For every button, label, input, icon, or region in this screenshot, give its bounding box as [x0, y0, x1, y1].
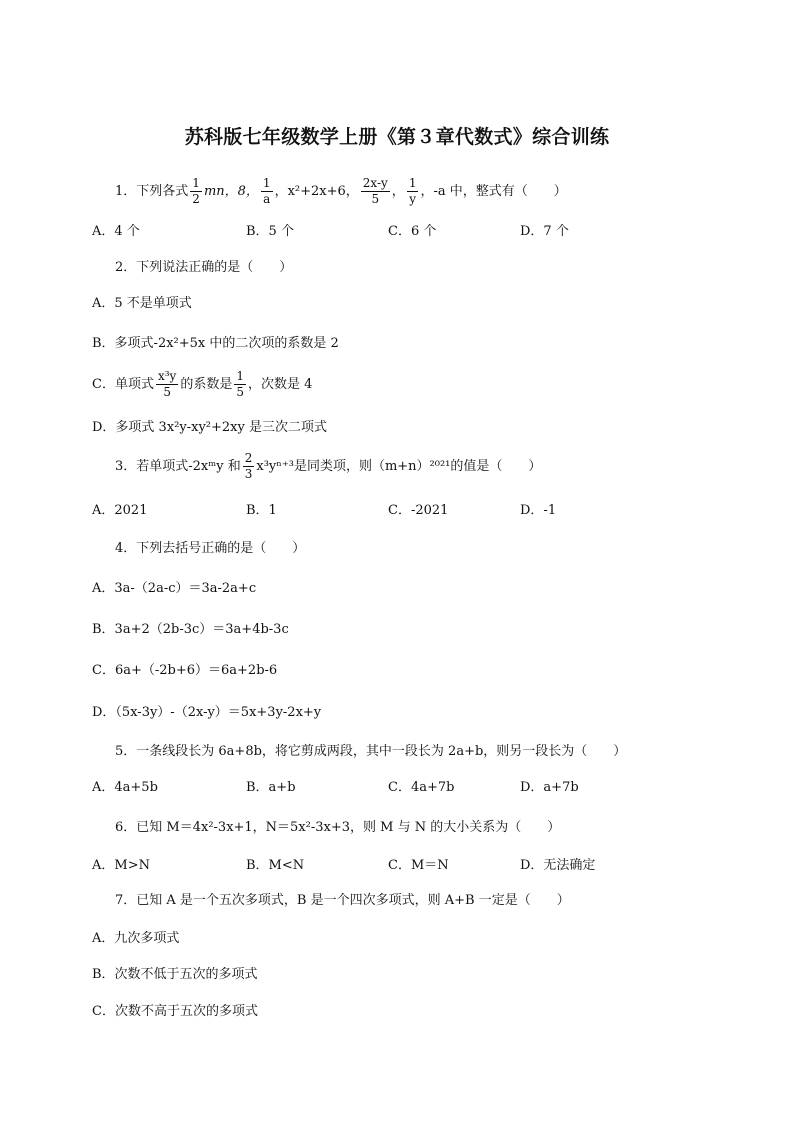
- fraction: $\frac{2}{3}$: [244, 451, 253, 481]
- question-1: [115, 176, 567, 207]
- document-title: 苏科版七年级数学上册《第３章代数式》综合训练: [184, 126, 610, 148]
- option-a: A．4a+5b: [92, 780, 158, 795]
- fraction: $\frac{1}{5}$: [236, 369, 244, 399]
- question-7: 7．已知 A 是一个五次多项式，B 是一个四次多项式，则 A+B 一定是（ ）: [115, 893, 570, 908]
- option-b: B．M<N: [246, 858, 305, 873]
- option-d: D．a+7b: [520, 780, 579, 795]
- fraction: $\frac{\text{x³y}}{5}$: [157, 369, 177, 399]
- question-2: 2．下列说法正确的是（ ）: [115, 260, 293, 275]
- option-c: C．M＝N: [388, 858, 449, 873]
- option-a: A．M>N: [92, 858, 150, 873]
- option-a: A．4 个: [92, 224, 140, 239]
- option-d: D．多项式 3x²y-xy²+2xy 是三次二项式: [92, 420, 327, 435]
- fraction: $\frac{1}{2}$: [192, 176, 200, 206]
- option-b: B．3a+2（2b-3c）＝3a+4b-3c: [92, 622, 289, 637]
- question-3: 3．若单项式-2xᵐy 和 $\frac{2}{3}$ x³yⁿ⁺³是同类项，则（m+n）²⁰²¹的值是（ ）: [115, 451, 542, 481]
- option-b: B．1: [246, 503, 277, 518]
- fraction: $\frac{1}{a}$: [262, 176, 271, 206]
- option-c: C．6 个: [388, 224, 437, 239]
- option-c: C．次数不高于五次的多项式: [92, 1004, 258, 1019]
- option-d: D．-1: [520, 503, 557, 518]
- option-c: C．4a+7b: [388, 780, 455, 795]
- option-a: A．3a-（2a-c）＝3a-2a+c: [92, 581, 257, 596]
- option-b: B．多项式-2x²+5x 中的二次项的系数是 2: [92, 336, 339, 351]
- question-number: 1．: [115, 184, 137, 199]
- question-text: mn，8，: [203, 184, 259, 199]
- question-6: 6．已知 M＝4x²-3x+1，N＝5x²-3x+3，则 M 与 N 的大小关系为（ ）: [115, 820, 561, 835]
- fraction: $\frac{2x-y}{5}$: [362, 176, 388, 206]
- question-5: 5．一条线段长为 6a+8b，将它剪成两段，其中一段长为 2a+b，则另一段长为（ ）: [115, 744, 627, 759]
- option-c: C．单项式 $\frac{\text{x³y}}{5}$ 的系数是 $\frac{1}{5}$ ，次数是 4: [92, 369, 313, 399]
- option-b: B．5 个: [246, 224, 294, 239]
- question-text: ，: [391, 184, 405, 199]
- option-a: A．2021: [92, 503, 148, 518]
- question-4: 4．下列去括号正确的是（ ）: [115, 541, 306, 556]
- fraction: $\frac{1}{y}$: [408, 176, 417, 206]
- option-a: A．5 不是单项式: [92, 296, 192, 311]
- option-c: C．6a+（-2b+6）＝6a+2b-6: [92, 663, 278, 678]
- option-d: D．（5x-3y）-（2x-y）＝5x+3y-2x+y: [92, 705, 322, 720]
- question-text: ，x²+2x+6，: [274, 184, 359, 199]
- option-d: D．无法确定: [520, 858, 596, 873]
- option-b: B．a+b: [246, 780, 296, 795]
- question-text: ，-a 中，整式有（ ）: [420, 184, 567, 199]
- option-a: A．九次多项式: [92, 931, 180, 946]
- option-b: B．次数不低于五次的多项式: [92, 967, 258, 982]
- question-text: 下列各式: [136, 184, 189, 199]
- option-c: C．-2021: [388, 503, 449, 518]
- option-d: D．7 个: [520, 224, 569, 239]
